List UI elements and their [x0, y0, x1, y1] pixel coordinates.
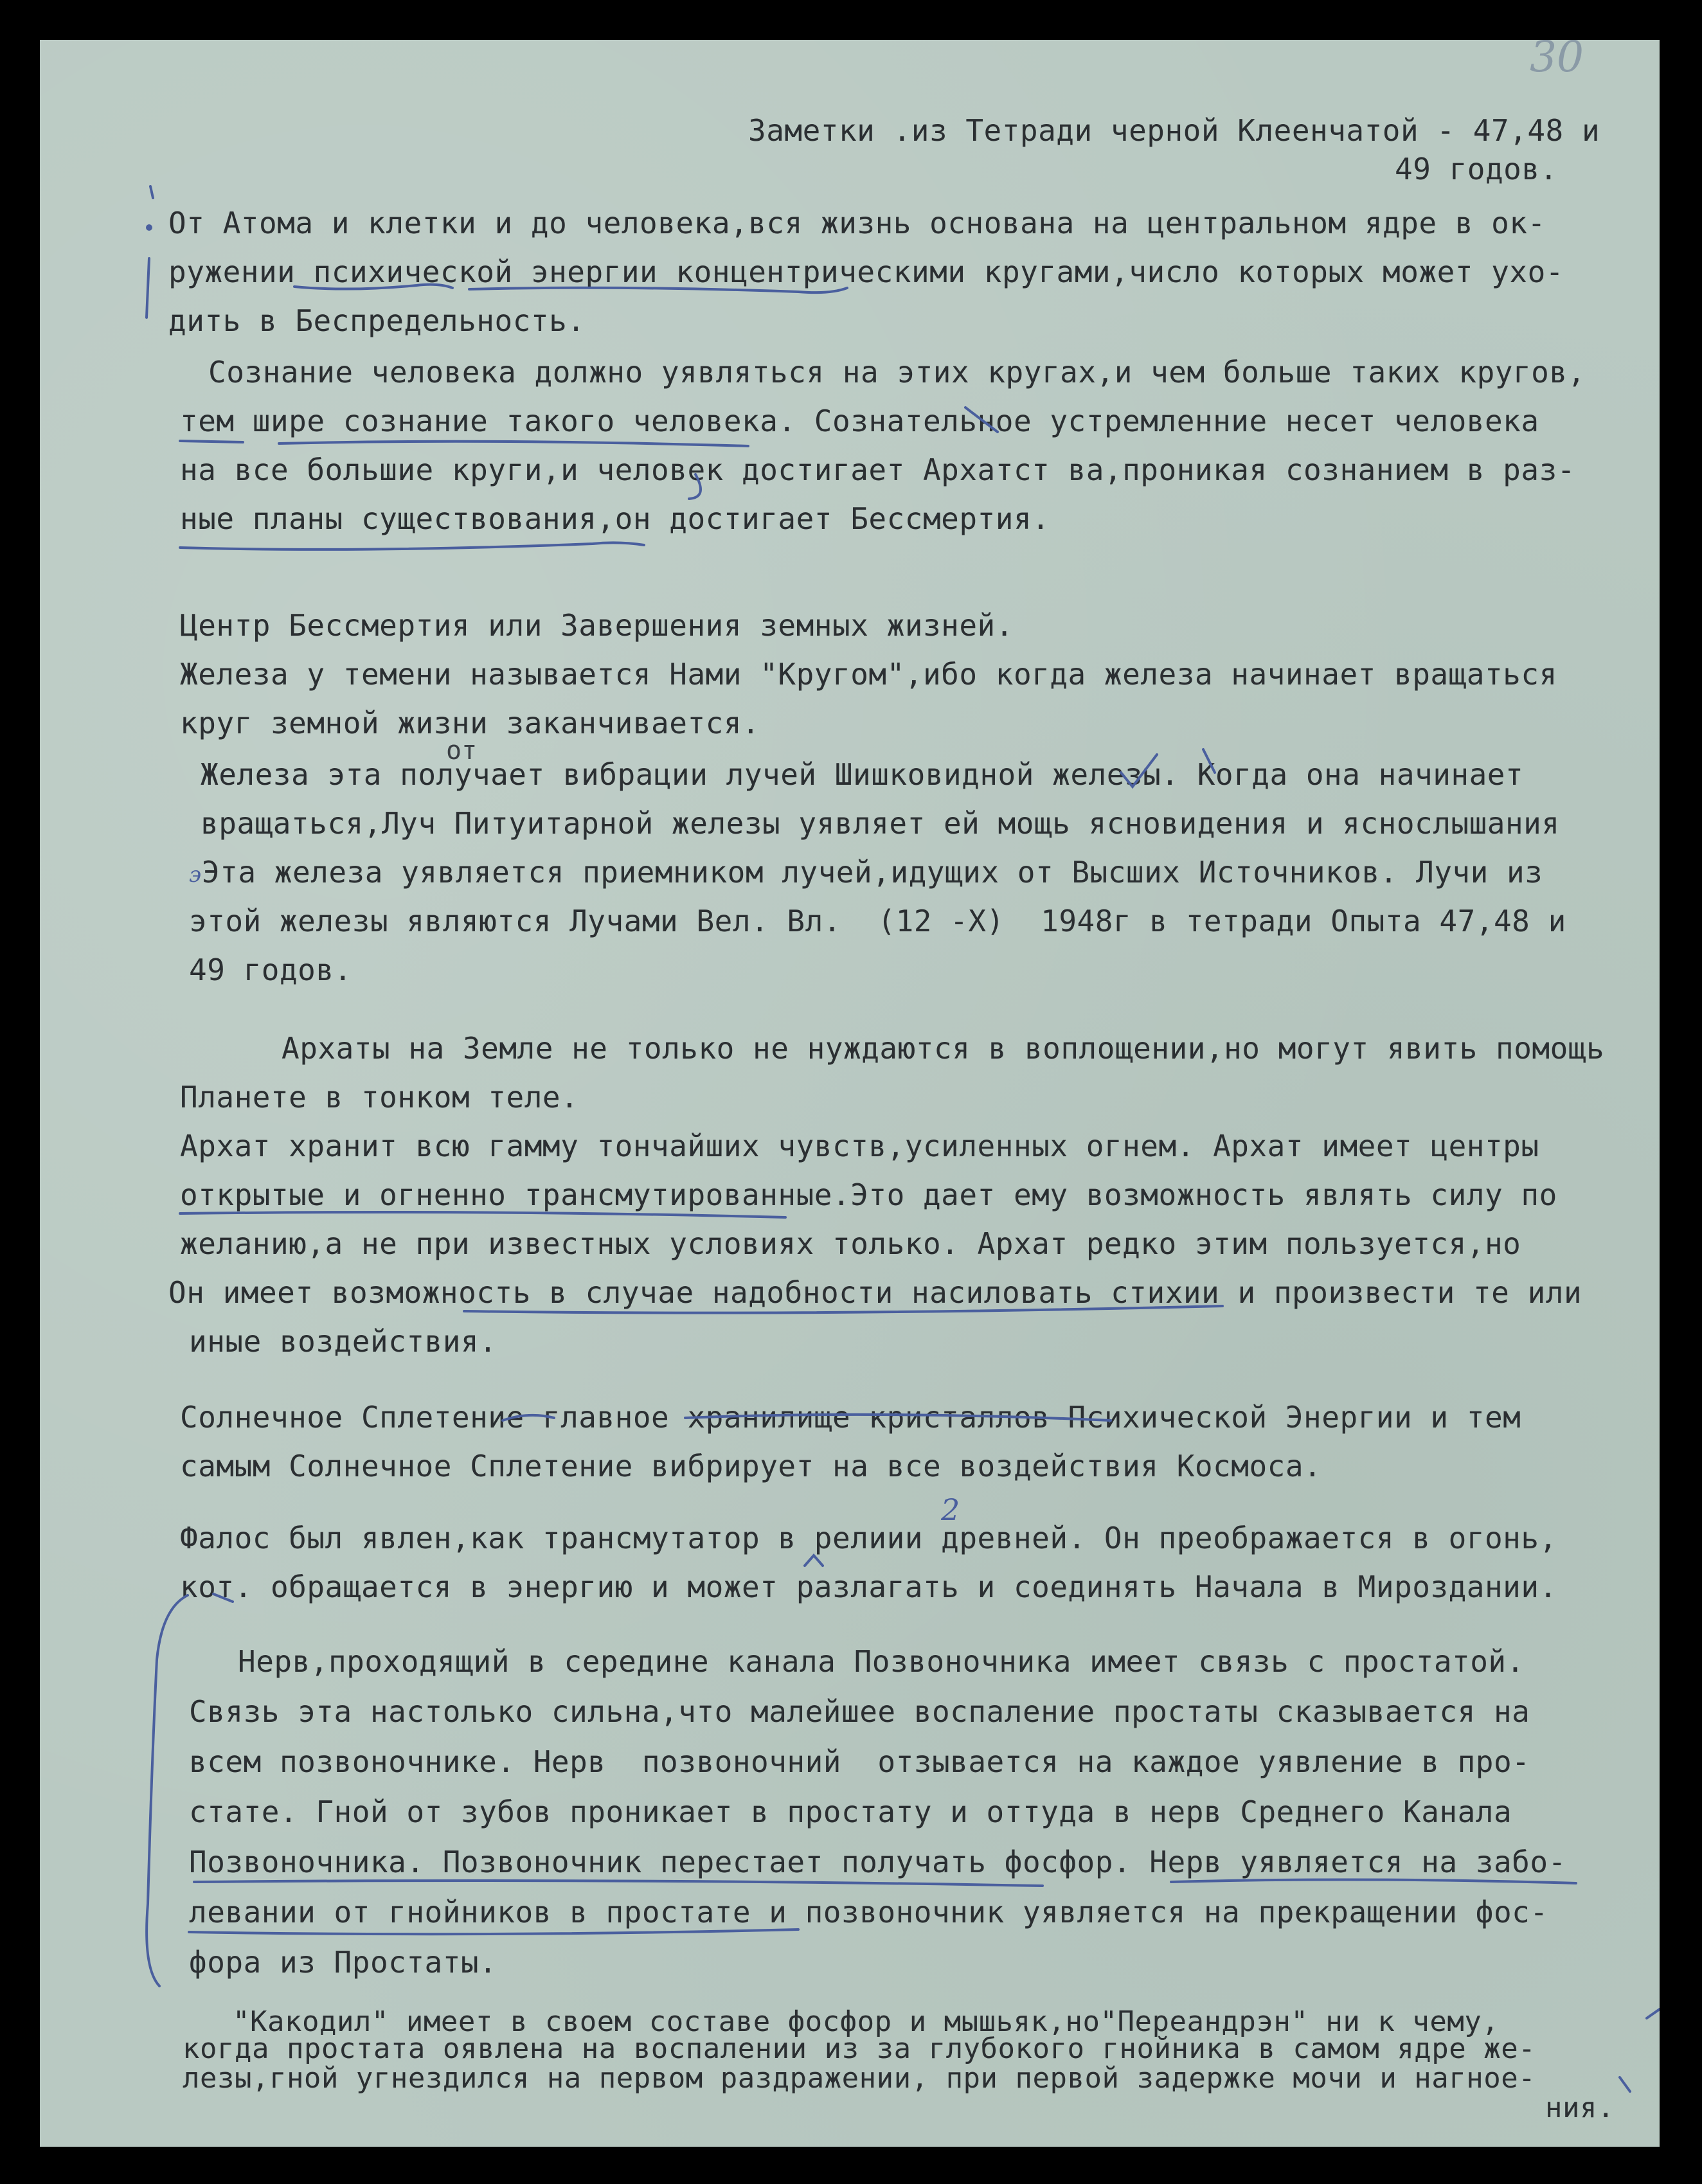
text-line: Железа эта получает вибрации лучей Шишковидной железы. Когда она начинает [201, 757, 1524, 792]
underline [180, 542, 644, 550]
text-line: открытые и огненно трансмутированные.Это дает ему возможность являть силу по [180, 1177, 1557, 1212]
margin-tick [1647, 2009, 1660, 2018]
text-line: "Какодил" имеет в своем составе фосфор и мышьяк,но"Переандрэн" ни к чему, [233, 2005, 1500, 2038]
text-line: желанию,а не при известных условиях только. Архат редко этим пользуется,но [180, 1226, 1521, 1261]
underline [180, 441, 243, 442]
text-line: Сознание человека должно уявляться на этих кругах,и чем больше таких кругов, [208, 355, 1586, 389]
text-line: иные воздействия. [189, 1324, 497, 1359]
text-line: Центр Бессмертия или Завершения земных жизней. [180, 608, 1014, 643]
underline [1171, 1879, 1576, 1883]
text-line: Планете в тонком теле. [180, 1080, 579, 1114]
text-line: Фалос был явлен,как трансмутатор в релиии древней. Он преображается в огонь, [180, 1521, 1557, 1555]
text-line: всем позвоночнике. Нерв позвоночний отзывается на каждое уявление в про- [189, 1744, 1530, 1779]
text-line: дить в Беспредельность. [168, 303, 586, 338]
text-line: самым Солнечное Сплетение вибрирует на все воздействия Космоса. [180, 1449, 1322, 1483]
document-title-line-1: Заметки .из Тетради черной Клеенчатой - 47,48 и [748, 113, 1600, 148]
text-line: Эта железа уявляется приемником лучей,идущих от Высших Источников. Лучи из [202, 855, 1543, 890]
text-line: стате. Гной от зубов проникает в простату и оттуда в нерв Среднего Канала [189, 1795, 1512, 1829]
text-line: вращаться,Луч Питуитарной железы уявляет ей мощь ясновидения и яснослышания [201, 806, 1560, 841]
text-line: этой железы являются Лучами Вел. Вл. (12 -X) 1948г в тетради Опыта 47,48 и [189, 904, 1566, 938]
text-line: ружении психической энергии концентрическими кругами,число которых может ухо- [168, 255, 1564, 289]
margin-dot [146, 224, 152, 231]
underline [180, 1212, 785, 1217]
text-line: Он имеет возможность в случае надобности насиловать стихии и произвести те или [168, 1275, 1582, 1310]
text-line: Нерв,проходящий в середине канала Позвоночника имеет связь с простатой. [238, 1644, 1525, 1679]
text-line: Архаты на Земле не только не нуждаются в воплощении,но могут явить помощь [282, 1031, 1605, 1066]
text-line: Солнечное Сплетение главное хранилище кристаллов Психической Энергии и тем [180, 1400, 1521, 1435]
text-line: 49 годов. [189, 953, 352, 987]
handwritten-insertion-e: э [189, 862, 202, 888]
text-line: ния. [1545, 2091, 1615, 2124]
text-line: круг земной жизни заканчивается. [180, 706, 760, 740]
text-line: тем шире сознание такого человека. Сознательное устремленние несет человека [180, 404, 1539, 438]
text-line: Позвоночника. Позвоночник перестает получать фосфор. Нерв уявляется на забо- [189, 1845, 1566, 1879]
text-line: Архат хранит всю гамму тончайших чувств,усиленных огнем. Архат имеет центры [180, 1129, 1539, 1163]
page-number: 30 [1530, 40, 1584, 82]
text-line: лезы,гной угнездился на первом раздражении, при первой задержке мочи и нагное- [183, 2062, 1536, 2095]
text-line: От Атома и клетки и до человека,вся жизнь основана на центральном ядре в ок- [168, 206, 1546, 240]
caret-mark [805, 1555, 823, 1566]
text-line: Железа у темени называется Нами "Кругом",ибо когда железа начинает вращаться [180, 657, 1557, 692]
handwritten-insertion-ot: от [446, 736, 478, 765]
text-line: Связь эта настолько сильна,что малейшее воспаление простаты сказывается на [189, 1694, 1530, 1729]
underline [189, 1929, 798, 1934]
margin-tick [1620, 2077, 1630, 2091]
text-line: левании от гнойников в простате и позвоночник уявляется на прекращении фос- [189, 1895, 1548, 1929]
text-line: кот. обращается в энергию и может разлагать и соединять Начала в Мироздании. [180, 1570, 1557, 1604]
document-title-line-2: 49 годов. [1395, 152, 1558, 186]
margin-tick [150, 186, 153, 198]
handwritten-insertion-2: 2 [941, 1492, 960, 1527]
document-page [40, 40, 1660, 2147]
text-line: когда простата оявлена на воспалении из за глубокого гнойника в самом ядре же- [183, 2032, 1536, 2065]
text-line: ные планы существования,он достигает Бессмертия. [180, 501, 1050, 536]
margin-bracket [147, 1595, 188, 1986]
text-line: на все большие круги,и человек достигает Архатст ва,проникая сознанием в раз- [180, 452, 1575, 487]
underline [194, 1881, 1043, 1886]
text-line: фора из Простаты. [189, 1945, 497, 1980]
margin-bracket [147, 258, 149, 318]
underline [279, 442, 748, 446]
